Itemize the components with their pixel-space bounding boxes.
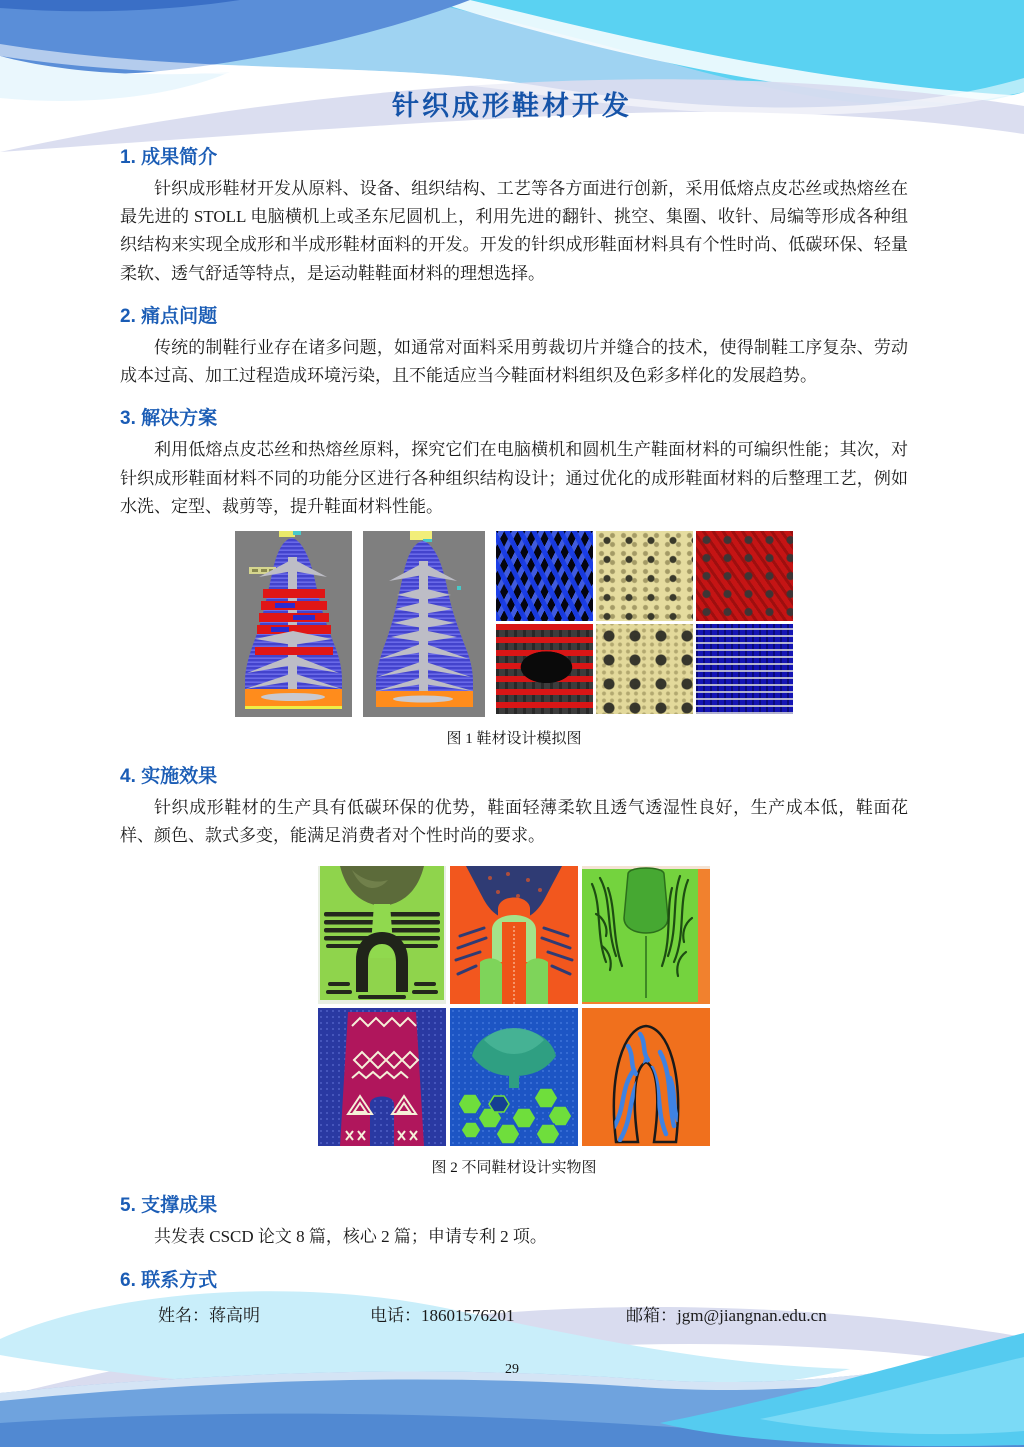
page-number: 29 xyxy=(505,1362,519,1377)
figure1-knit-swatches xyxy=(496,531,793,714)
knit-swatch-navy xyxy=(696,624,793,714)
page-title: 针织成形鞋材开发 xyxy=(392,91,632,121)
knit-swatch-beige-spots xyxy=(596,624,693,714)
figure1-caption: 图 1 鞋材设计模拟图 xyxy=(446,730,582,747)
knit-swatch-blue xyxy=(496,531,593,621)
figure2-photo-magenta-geometric xyxy=(318,1008,446,1146)
section-heading-6: 6. 联系方式 xyxy=(120,1269,218,1291)
figure2-caption: 图 2 不同鞋材设计实物图 xyxy=(431,1160,597,1177)
section-body-5: 共发表 CSCD 论文 8 篇，核心 2 篇；申请专利 2 项。 xyxy=(154,1227,547,1247)
section-heading-2: 2. 痛点问题 xyxy=(120,305,218,327)
knit-swatch-red-dark xyxy=(496,624,593,714)
section-heading-4: 4. 实施效果 xyxy=(120,765,218,787)
section-body-3: 利用低熔点皮芯丝和热熔丝原料，探究它们在电脑横机和圆机生产鞋面材料的可编织性能；其次，对针织成形鞋面材料不同的功能分区进行各种组织结构设计；通过优化的成形鞋面材料的后整理工艺，例如水洗、定型、裁剪等，提升鞋面材料性能。 xyxy=(120,440,908,516)
figure2-photo-green-striped xyxy=(318,866,446,1004)
figure1-sim-shoe-1 xyxy=(235,531,352,717)
document-content xyxy=(120,136,908,1326)
section-heading-1: 1. 成果简介 xyxy=(120,147,218,168)
contact-email: 邮箱：jgm@jiangnan.edu.cn xyxy=(626,1305,827,1325)
figure2-photo-orange-green xyxy=(450,866,578,1004)
knit-swatch-red xyxy=(696,531,793,621)
section-body-2: 传统的制鞋行业存在诸多问题，如通常对面料采用剪裁切片并缝合的技术，使得制鞋工序复杂、劳动成本过高、加工过程造成环境污染，且不能适应当今鞋面材料组织及色彩多样化的发展趋势。 xyxy=(120,337,908,386)
figure2-photo-grid xyxy=(120,866,908,1146)
figure2-photo-orange-arch xyxy=(582,1008,710,1146)
contact-phone: 电话：18601576201 xyxy=(370,1305,515,1325)
figure2-photo-green-branches xyxy=(582,866,710,1004)
figure1-simulation-images xyxy=(120,531,908,717)
knit-swatch-beige xyxy=(596,531,693,621)
contact-row xyxy=(120,1301,908,1326)
figure2-photo-blue-hexagons xyxy=(450,1008,578,1146)
section-body-1: 针织成形鞋材开发从原料、设备、组织结构、工艺等各方面进行创新，采用低熔点皮芯丝或热熔丝在最先进的 STOLL 电脑横机上或圣东尼圆机上，利用先进的翻针、挑空、集圈、收针、局编等形成各种组织结构来实现全成形和半成形鞋材面料的开发。开发的针织成形鞋面材料具有个性时尚、低碳环保、轻量柔软、透气舒适等特点，是运动鞋鞋面材料的理想选择。 xyxy=(120,179,908,283)
section-body-4: 针织成形鞋材的生产具有低碳环保的优势，鞋面轻薄柔软且透气透湿性良好，生产成本低，鞋面花样、颜色、款式多变，能满足消费者对个性时尚的要求。 xyxy=(120,797,908,846)
section-heading-3: 3. 解决方案 xyxy=(120,408,218,430)
section-heading-5: 5. 支撑成果 xyxy=(120,1195,218,1217)
header-wave-decoration xyxy=(0,0,1024,152)
figure1-sim-shoe-2 xyxy=(363,531,485,717)
contact-name: 姓名：蒋高明 xyxy=(158,1305,260,1325)
